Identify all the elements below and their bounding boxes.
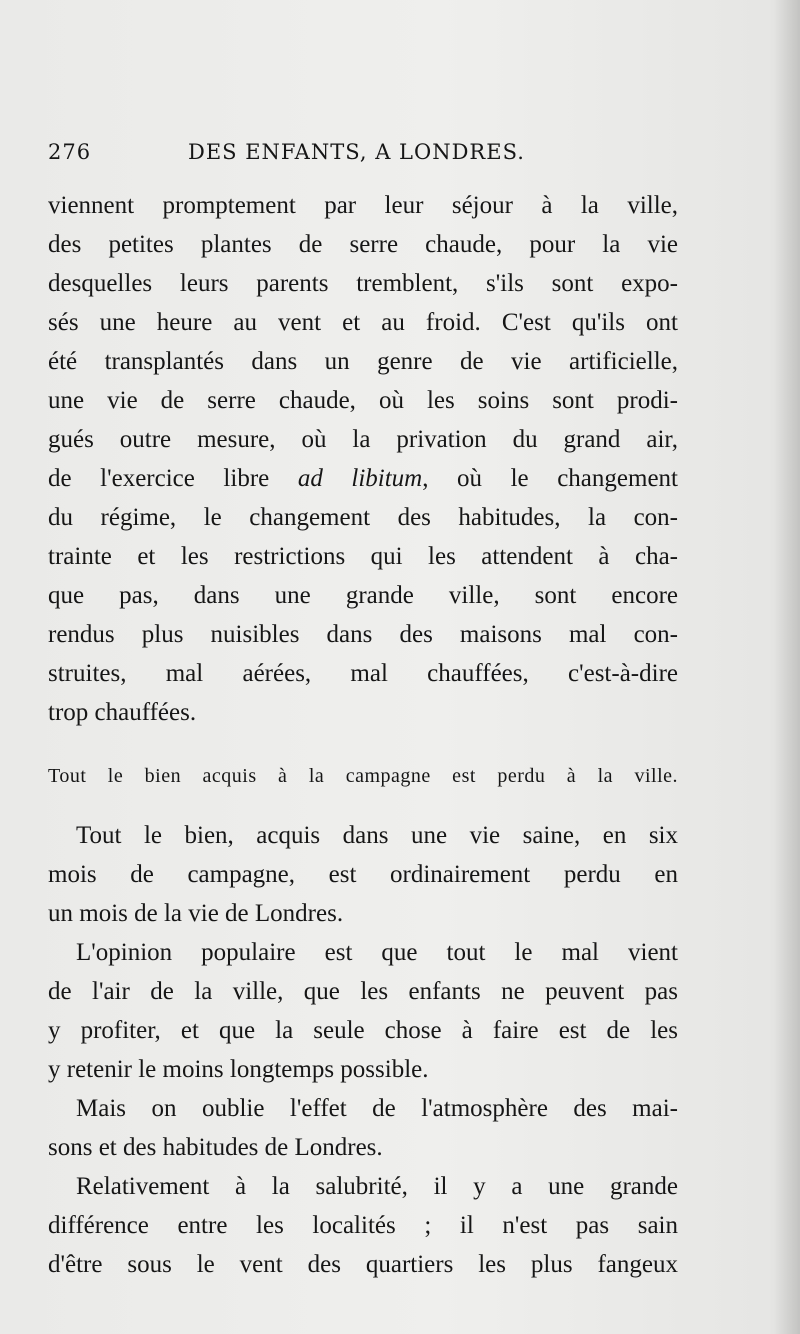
text-line: que pas, dans une grande ville, sont encore — [48, 582, 678, 609]
running-title: DES ENFANTS, A LONDRES. — [188, 140, 525, 164]
paragraph-3 — [48, 933, 678, 1089]
text-line: une vie de serre chaude, où les soins sont prodi- — [48, 387, 678, 414]
text-line: viennent promptement par leur séjour à la ville, — [48, 192, 678, 219]
text-line: y retenir le moins longtemps possible. — [48, 1056, 429, 1083]
text-segment: de l'exercice libre — [48, 465, 298, 492]
text-line: un mois de la vie de Londres. — [48, 900, 344, 927]
gutter-shadow — [774, 0, 800, 1334]
text-line: desquelles leurs parents tremblent, s'ils sont expo- — [48, 270, 678, 297]
text-line: trainte et les restrictions qui les attendent à cha- — [48, 543, 678, 570]
paragraph-2 — [48, 816, 678, 933]
text-line: gués outre mesure, où la privation du grand air, — [48, 426, 678, 453]
text-line: Relativement à la salubrité, il y a une grande — [76, 1173, 678, 1200]
text-line: Tout le bien, acquis dans une vie saine, en six — [76, 822, 678, 849]
section-sidenote: Tout le bien acquis à la campagne est perdu à la ville. — [48, 765, 678, 787]
page-number: 276 — [48, 140, 92, 164]
text-line: sons et des habitudes de Londres. — [48, 1134, 383, 1161]
text-line: struites, mal aérées, mal chauffées, c'est-à-dire — [48, 660, 678, 687]
text-line: d'être sous le vent des quartiers les plus fangeux — [48, 1251, 678, 1278]
text-line: du régime, le changement des habitudes, la con- — [48, 504, 678, 531]
page-header — [48, 140, 680, 172]
text-line-with-italic — [48, 459, 678, 498]
text-line: différence entre les localités ; il n'est pas sain — [48, 1212, 678, 1239]
text-line: des petites plantes de serre chaude, pour la vie — [48, 231, 678, 258]
paragraph-5 — [48, 1167, 678, 1284]
text-line: rendus plus nuisibles dans des maisons mal con- — [48, 621, 678, 648]
text-line: trop chauffées. — [48, 699, 197, 726]
paragraph-4 — [48, 1089, 678, 1167]
text-line: mois de campagne, est ordinairement perdu en — [48, 861, 678, 888]
text-line: y profiter, et que la seule chose à faire est de les — [48, 1017, 678, 1044]
text-line: L'opinion populaire est que tout le mal vient — [76, 939, 678, 966]
italic-phrase: ad libitum — [297, 465, 423, 492]
text-line: été transplantés dans un genre de vie artificielle, — [48, 348, 678, 375]
text-line: Mais on oublie l'effet de l'atmosphère des mai- — [76, 1095, 678, 1122]
text-line: sés une heure au vent et au froid. C'est qu'ils ont — [48, 309, 678, 336]
text-line: de l'air de la ville, que les enfants ne peuvent pas — [48, 978, 678, 1005]
text-segment: , où le changement — [422, 465, 678, 492]
paragraph-1 — [48, 186, 678, 732]
